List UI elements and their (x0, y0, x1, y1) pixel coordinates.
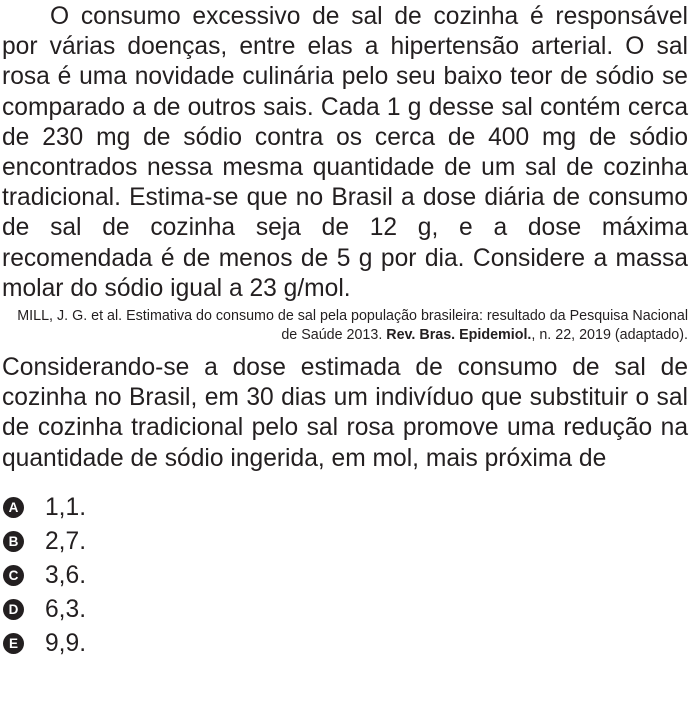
question-text: Considerando-se a dose estimada de consumo de sal de cozinha no Brasil, em 30 dias um indivíduo que substituir o sal de cozinha tradicional pelo sal rosa promove uma redução na quantidade de sódio ingerida, em mol, mais próxima de (2, 354, 688, 472)
citation-authors-title: MILL, J. G. et al. Estimativa do consumo de sal pela população brasileira: resultado da Pesquisa Nacional de Saúde 2013. (17, 308, 688, 343)
citation (2, 307, 688, 344)
citation-journal: Rev. Bras. Epidemiol. (386, 326, 532, 343)
option-a-text: 1,1. (45, 493, 87, 521)
option-b-text: 2,7. (45, 527, 87, 555)
option-c-text: 3,6. (45, 561, 87, 589)
option-d-letter-icon: D (3, 599, 24, 620)
option-a-letter-icon: A (3, 497, 24, 518)
option-e-letter-icon: E (3, 633, 24, 654)
option-b-letter-icon: B (3, 531, 24, 552)
option-b[interactable] (2, 525, 688, 559)
option-e-text: 9,9. (45, 629, 87, 657)
answer-options (2, 491, 688, 661)
option-e[interactable] (2, 627, 688, 661)
option-c[interactable] (2, 559, 688, 593)
option-c-letter-icon: C (3, 565, 24, 586)
option-d-text: 6,3. (45, 595, 87, 623)
option-a[interactable] (2, 491, 688, 525)
option-d[interactable] (2, 593, 688, 627)
citation-details: , n. 22, 2019 (adaptado). (531, 326, 688, 343)
stem-paragraph: O consumo excessivo de sal de cozinha é responsável por várias doenças, entre elas a hipertensão arterial. O sal rosa é uma novidade culinária pelo seu baixo teor de sódio se comparado a de outros sais. Cada 1 g desse sal contém cerca de 230 mg de sódio contra os cerca de 400 mg de sódio encontrados nessa mesma quantidade de um sal de cozinha tradicional. Estima-se que no Brasil a dose diária de consumo de sal de cozinha seja de 12 g, e a dose máxima recomendada é de menos de 5 g por dia. Considere a massa molar do sódio igual a 23 g/mol. (2, 3, 688, 302)
